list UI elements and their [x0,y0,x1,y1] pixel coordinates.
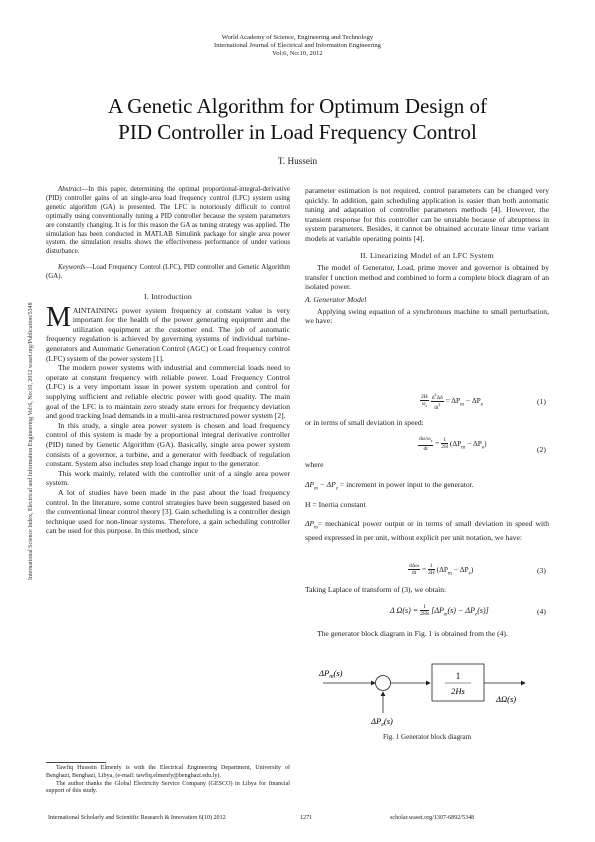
where-text: where [305,460,324,469]
intro-paragraph-2: The modern power systems with industrial and commercial loads need to operate at constant frequency with reliable power. Load Frequency Control (LFC) is a very important issue in power system operation and control for supplying sufficient and reliable electric power with good quality. The main goal of the LFC is to maintain zero steady state errors for frequency deviation and good tracking load demands in a multi-area restructured power system [2]. [46,363,290,421]
equation-4-number: (4) [537,607,546,616]
summing-junction [376,676,391,691]
title-line-1: A Genetic Algorithm for Optimum Design of [107,94,488,118]
keywords-label: Keywords [58,264,86,272]
delta-definition: $\Delta P_m - \Delta P_e$ = increment in power input to the generator. [305,480,474,492]
block-denominator: 2Hs [451,686,465,696]
section-2-heading: II. Linearizing Model of an LFC System [360,250,494,260]
footnote-thanks: The author thanks the Global Electricity Service Company (GESCO) in Libya for financial support of this study. [46,780,290,795]
footer-left: International Scholarly and Scientific Research & Innovation 6(10) 2012 [48,815,226,821]
intro-paragraph-3: In this study, a single area power system is chosen and load frequency control of this system is made by a proportional integral derivative controller (PID) tuned by Genetic Algorithm (GA). Basically, single area power system consists of a governor, a turbine, and a generator with feedback of regulation constant. System also includes step load change input to the generator. [46,420,290,469]
laplace-text: Taking Laplace of transform of (3), we obtain: [305,585,447,594]
subsection-a-heading: A. Generator Model [305,294,367,304]
footnote-rule [46,762,106,763]
equation-4: Δ Ω(s) = $\frac{1}{2Hs}$ $[\Delta P_m(s) - \Delta P_e(s)]$ [390,604,489,618]
equation-1-number: (1) [537,397,546,406]
journal-header [0,34,595,59]
intro-paragraph-1: MAINTAINING power system frequency at constant value is very important for the health of the power generating equipment and the utilization equipment at the customer end. The job of automatic frequency regulation is achieved by governing systems of individual turbine-generators and Automatic Generation Control (AGC) or Load frequency control (LFC) system of the power system [1]. [46,301,290,363]
figure-caption: Fig. 1 Generator block diagram [382,733,472,741]
right-column [305,186,549,326]
keywords [46,264,290,282]
title-line-2: PID Controller in Load Frequency Control [118,120,477,144]
equation-2: $\frac{d\omega/\omega_s}{dt}$ = $\frac{1}{2H}$ $(\Delta P_m - \Delta P_e)$ [419,436,487,452]
abstract [46,186,290,257]
footnote-affiliation: Tawfiq Hussein Elmenfy is with the Electrical Engineering Department, University of Benghazi, Benghazi, Libya, (e-mail: tawfiq.elmenfy@benghazi.edu.ly). [46,765,290,779]
header-line-3: Vol:6, No:10, 2012 [272,50,323,58]
side-margin-text: International Science Index, Electrical and Information Engineering Vol:6, No:10, 2012 waset.org/Publication/5348 [28,302,34,580]
abstract-text: —In this paper, determining the optimal proportional-integral-derivative (PID) controller gains of an single-area load frequency control (LFC) system using genetic algorithm (GA) is presented. The LFC is notoriously difficult to control optimally using conventionally tuning a PID controller because the system parameters are constantly changing. It is for this reason the GA as tuning strategy was applied. The simulation has been conducted in MATLAB Simulink package for single area power system. the simulation results shows the effectiveness performance of under various disturbance. [46,186,290,256]
footer-right: scholar.waset.org/1307-6892/5348 [390,815,475,821]
paper-title [40,93,555,145]
block-numerator: 1 [455,671,461,681]
equation-3-number: (3) [537,566,546,575]
load-label: $\Delta P_e(s)$ [371,716,393,728]
section-2-paragraph: The model of Generator, Load, prime mover and governor is obtained by transfer f unction method and combined to form a complete block diagram of an isolated power. [305,263,549,292]
left-column [46,186,290,536]
footnote [46,765,290,796]
intro-paragraph-4: This work mainly, related with the controller unit of a single area power system. [46,468,290,488]
pm-definition: $\Delta P_m=$ mechanical power output or in terms of small deviation in speed with speed expressed in per unit, without explicit per unit notation, we have: [305,519,549,543]
generator-block-diagram [315,655,545,730]
input-label: $\Delta P_m(s)$ [319,668,343,680]
dropcap: M [46,301,71,333]
equation-3: $\frac{\text{dΔω}}{dt}$ = $\frac{1}{2H}$ $(\Delta P_m - \Delta P_e)$ [409,563,474,577]
small-deviation-text: or in terms of small deviation in speed: [305,418,424,427]
header-line-1: World Academy of Science, Engineering and Technology [221,34,374,41]
equation-2-number: (2) [537,445,546,454]
header-line-2: International Journal of Electrical and Information Engineering [214,42,381,50]
block-diagram-text: The generator block diagram in Fig. 1 is obtained from the (4). [317,629,508,638]
abstract-label: Abstract [58,186,82,193]
section-1-heading: I. Introduction [143,292,193,302]
equation-1: $\frac{2H}{\omega_s}$ $\frac{d^2\Delta\delta}{dt^2}$ = $\Delta P_m - \Delta P_e$ [421,392,483,412]
keywords-text: —Load Frequency Control (LFC), PID controller and Genetic Algorithm (GA). [46,264,290,281]
page-number: 1271 [300,815,313,821]
author: T. Hussein [277,156,318,166]
right-paragraph-continued: parameter estimation is not required, control parameters can be changed very quickly. In addition, gain scheduling application is easier than both automatic tuning and adaptation of controller parameters methods [4]. However, the transient response for this controller can be unstable because of abruptness in system parameters. Besides, it cannot be obtained accurate linear time variant models at variable operating points [4]. [305,186,549,243]
intro-paragraph-5: A lot of studies have been made in the past about the load frequency control. In the literature, some control strategies have been suggested based on the conventional linear control theory [3]. Gain scheduling is a controller design technique used for non-linear systems. Therefore, a gain scheduling controller can be used for this purpose. In this method, since [46,487,290,536]
output-label: ΔΩ(s) [496,694,517,704]
h-definition: H = Inertia constant [305,500,366,509]
swing-paragraph: Applying swing equation of a synchronous machine to small perturbation, we have: [305,306,549,326]
